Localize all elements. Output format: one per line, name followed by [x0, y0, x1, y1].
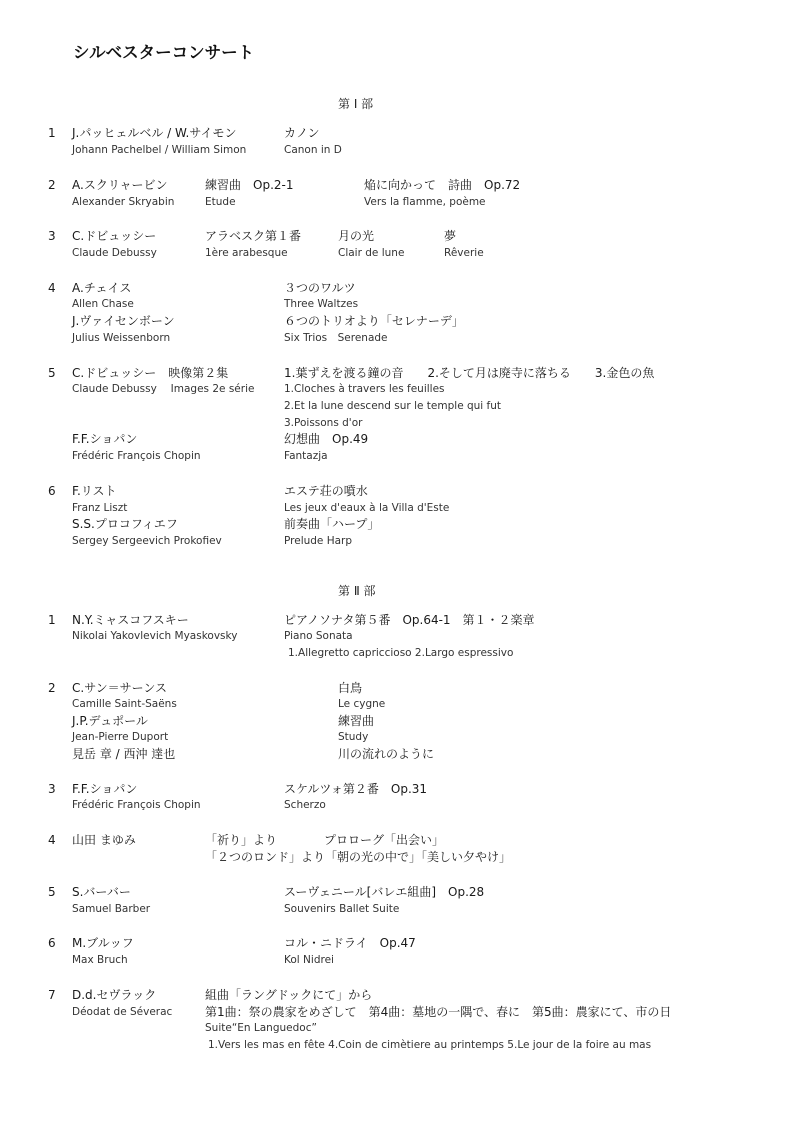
- composer-en: Frédéric François Chopin: [72, 799, 201, 811]
- composer-en: Frédéric François Chopin: [72, 450, 201, 462]
- work-en: Le cygne: [338, 698, 386, 710]
- work-jp: 幻想曲 Op.49: [284, 432, 369, 446]
- composer-en: Claude Debussy: [72, 247, 157, 259]
- composer-en: Julius Weissenborn: [72, 332, 171, 344]
- composer-en: Déodat de Séverac: [72, 1006, 173, 1018]
- item-number: 4: [48, 281, 56, 295]
- work-en: Suite“En Languedoc”: [205, 1022, 317, 1034]
- composer-en: Allen Chase: [72, 298, 134, 310]
- page-title: シルベスターコンサート: [73, 43, 255, 62]
- composer-jp: A.スクリャービン: [72, 178, 168, 192]
- composer-jp: F.F.ショパン: [72, 782, 138, 796]
- work-jp: ピアノソナタ第５番 Op.64-1 第１・２楽章: [284, 613, 535, 627]
- work-en: Scherzo: [284, 799, 326, 811]
- composer-en: Nikolai Yakovlevich Myaskovsky: [72, 630, 238, 642]
- item-number: 5: [48, 366, 56, 380]
- item-number: 1: [48, 613, 56, 627]
- composer-jp: A.チェイス: [72, 281, 132, 295]
- work-en: Prelude Harp: [284, 535, 353, 547]
- composer-jp: M.ブルッフ: [72, 936, 134, 950]
- composer-en: Sergey Sergeevich Prokofiev: [72, 535, 222, 547]
- composer-jp: 山田 まゆみ: [72, 833, 136, 847]
- part2-heading: 第 Ⅱ 部: [338, 584, 376, 598]
- composer-en: Johann Pachelbel / William Simon: [72, 144, 247, 156]
- composer-jp: N.Y.ミャスコフスキー: [72, 613, 189, 627]
- work-jp: エステ荘の噴水: [284, 484, 368, 498]
- composer-jp: F.F.ショパン: [72, 432, 138, 446]
- work-en: Canon in D: [284, 144, 342, 156]
- composer-jp: F.リスト: [72, 484, 117, 498]
- work-jp: アラベスク第１番: [205, 229, 302, 243]
- part1-heading: 第 Ⅰ 部: [338, 97, 374, 111]
- work-en: Six Trios Serenade: [284, 332, 388, 344]
- work-en: Piano Sonata: [284, 630, 353, 642]
- composer-jp: C.ドビュッシー: [72, 229, 157, 243]
- composer-en: Samuel Barber: [72, 903, 151, 915]
- item-number: 6: [48, 484, 56, 498]
- work-en: Rêverie: [444, 247, 484, 259]
- work-en: Souvenirs Ballet Suite: [284, 903, 400, 915]
- work-jp: コル・ニドライ Op.47: [284, 936, 416, 950]
- composer-en: Max Bruch: [72, 954, 128, 966]
- work-en: Fantazja: [284, 450, 328, 462]
- composer-jp: C.ドビュッシー 映像第２集: [72, 366, 229, 380]
- work-en: 3.Poissons d'or: [284, 417, 363, 429]
- item-number: 2: [48, 681, 56, 695]
- work-jp: 月の光: [338, 229, 375, 243]
- work-en: Les jeux d'eaux à la Villa d'Este: [284, 502, 450, 514]
- work-jp: スケルツォ第２番 Op.31: [284, 782, 428, 796]
- work-en: 1ère arabesque: [205, 247, 288, 259]
- work-en: Kol Nidrei: [284, 954, 334, 966]
- work-movements-jp: 第1曲：祭の農家をめざして 第4曲：墓地の一隅で、春に 第5曲：農家にて、市の日: [205, 1005, 672, 1019]
- composer-en: Jean-Pierre Duport: [72, 731, 169, 743]
- work-en: Etude: [205, 196, 236, 208]
- item-number: 5: [48, 885, 56, 899]
- composer-jp: J.ヴァイセンボーン: [72, 314, 175, 328]
- composer-jp: J.P.デュポール: [72, 714, 148, 728]
- item-number: 3: [48, 229, 56, 243]
- work-jp: プロローグ「出会い」: [324, 833, 445, 847]
- work-en: Clair de lune: [338, 247, 405, 259]
- work-jp: 練習曲: [338, 714, 375, 728]
- composer-jp: 見岳 章 / 西沖 達也: [72, 747, 176, 761]
- work-jp: 白鳥: [338, 681, 363, 695]
- composer-jp: J.パッヒェルベル / W.サイモン: [72, 126, 237, 140]
- work-jp: ３つのワルツ: [284, 281, 356, 295]
- item-number: 6: [48, 936, 56, 950]
- work-jp: カノン: [284, 126, 320, 140]
- work-jp: 焔に向かって 詩曲 Op.72: [364, 178, 521, 192]
- work-jp: 夢: [444, 229, 457, 243]
- item-number: 3: [48, 782, 56, 796]
- work-jp: スーヴェニール[バレエ組曲] Op.28: [284, 885, 485, 899]
- work-en: Study: [338, 731, 369, 743]
- composer-jp: S.S.プロコフィエフ: [72, 517, 178, 531]
- work-jp: 前奏曲「ハープ」: [284, 517, 380, 531]
- work-en: Three Waltzes: [284, 298, 359, 310]
- work-en: 1.Allegretto capriccioso 2.Largo espressivo: [288, 647, 514, 659]
- work-jp: 組曲「ラングドックにて」から: [205, 988, 373, 1002]
- work-jp: 「２つのロンド」より「朝の光の中で」「美しい夕やけ」: [205, 850, 512, 864]
- work-jp: 1.葉ずえを渡る鐘の音 2.そして月は廃寺に落ちる 3.金色の魚: [284, 366, 655, 380]
- composer-en: Claude Debussy Images 2e série: [72, 383, 255, 395]
- item-number: 7: [48, 988, 56, 1002]
- work-en: 2.Et la lune descend sur le temple qui fut: [284, 400, 502, 412]
- composer-en: Alexander Skryabin: [72, 196, 175, 208]
- work-jp: 川の流れのように: [338, 747, 435, 761]
- composer-jp: C.サン＝サーンス: [72, 681, 167, 695]
- composer-en: Franz Liszt: [72, 502, 128, 514]
- item-number: 1: [48, 126, 56, 140]
- work-jp: ６つのトリオより「セレナーデ」: [284, 314, 464, 328]
- item-number: 2: [48, 178, 56, 192]
- composer-en: Camille Saint-Saëns: [72, 698, 177, 710]
- item-number: 4: [48, 833, 56, 847]
- work-jp: 練習曲 Op.2-1: [205, 178, 294, 192]
- work-en: 1.Cloches à travers les feuilles: [284, 383, 445, 395]
- composer-jp: S.バーバー: [72, 885, 131, 899]
- composer-jp: D.d.セヴラック: [72, 988, 157, 1002]
- work-en: Vers la flamme, poème: [364, 196, 486, 208]
- work-movements-en: 1.Vers les mas en fête 4.Coin de cimètiere au printemps 5.Le jour de la foire au mas: [208, 1039, 652, 1051]
- work-source-jp: 「祈り」より: [205, 833, 278, 847]
